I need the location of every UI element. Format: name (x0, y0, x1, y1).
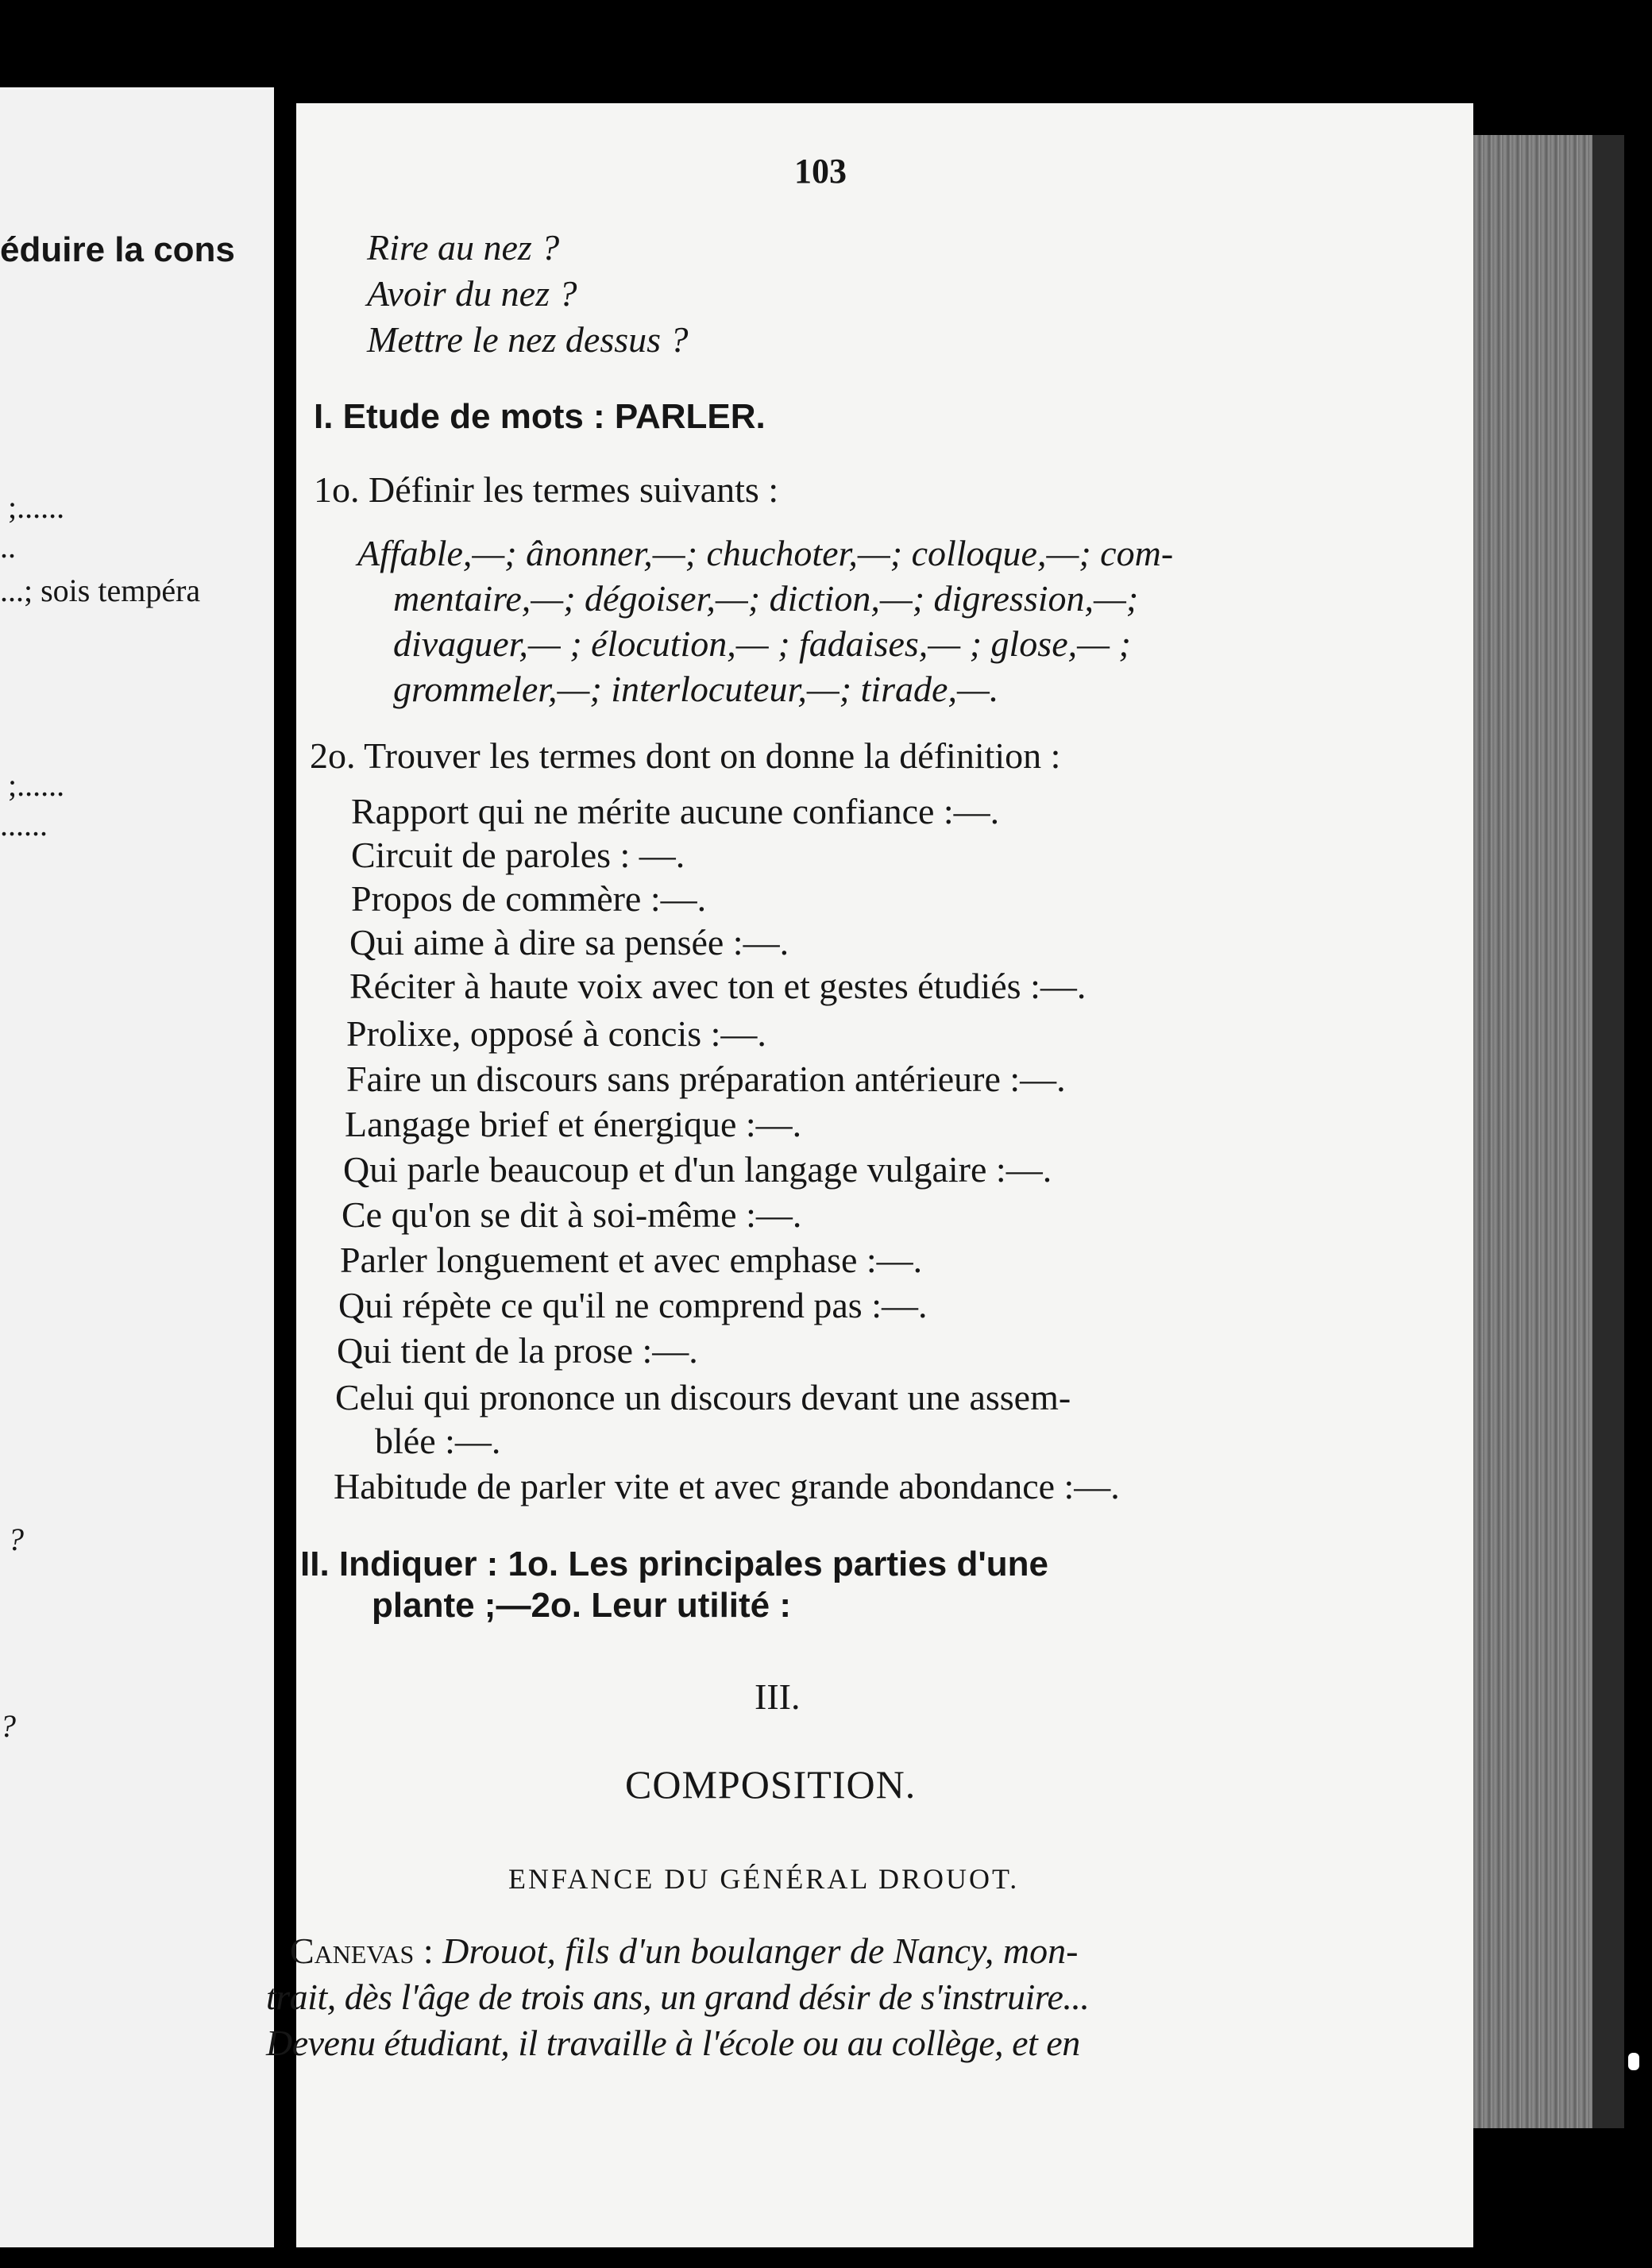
left-page-line: .. (0, 529, 16, 565)
canevas-line: Devenu étudiant, il travaille à l'école ou au collège, et en (266, 2023, 1080, 2063)
definition-item: Circuit de paroles : —. (351, 835, 685, 875)
left-page-line: ? (8, 1522, 24, 1557)
example-line: Avoir du nez ? (367, 273, 577, 314)
definition-item: Qui répète ce qu'il ne comprend pas :—. (338, 1285, 928, 1325)
definition-item: Habitude de parler vite et avec grande abondance :—. (334, 1466, 1120, 1506)
section-heading: I. Etude de mots : PARLER. (314, 397, 766, 436)
left-page-line: ...... (0, 807, 48, 843)
example-line: Rire au nez ? (367, 227, 560, 268)
composition-subtitle: ENFANCE DU GÉNÉRAL DROUOT. (508, 1863, 1020, 1895)
left-page-line: ;...... (8, 767, 65, 803)
section-numeral: III. (755, 1676, 801, 1717)
composition-title: COMPOSITION. (625, 1762, 917, 1807)
term-list-line: mentaire,—; dégoiser,—; diction,—; digression,—; (393, 578, 1139, 619)
section-heading: II. Indiquer : 1o. Les principales parties d'une (300, 1545, 1049, 1583)
scan-speck (1628, 2053, 1639, 2070)
page-number: 103 (794, 152, 847, 191)
canevas-line: trait, dès l'âge de trois ans, un grand désir de s'instruire... (266, 1977, 1090, 2017)
definition-item: Propos de commère :—. (351, 878, 707, 919)
canevas-line (290, 1930, 1078, 1972)
definition-item: Rapport qui ne mérite aucune confiance :—. (351, 791, 1000, 831)
definition-item: Qui aime à dire sa pensée :—. (349, 922, 789, 962)
left-page-fragment (0, 87, 274, 2247)
section-heading-continuation: plante ;—2o. Leur utilité : (372, 1586, 792, 1625)
definition-item: Langage brief et énergique :—. (345, 1104, 802, 1144)
example-line: Mettre le nez dessus ? (367, 319, 689, 360)
canevas-label: Canevas : (290, 1930, 434, 1971)
left-page-line: ? (0, 1708, 16, 1744)
definition-item: Celui qui prononce un discours devant une assem- (335, 1377, 1071, 1418)
left-page-line: ;...... (8, 489, 65, 525)
definition-item: Ce qu'on se dit à soi-même :—. (342, 1194, 802, 1235)
left-page-line: ...; sois tempéra (0, 573, 201, 608)
definition-item: Prolixe, opposé à concis :—. (346, 1013, 766, 1054)
book-cover-edge (1592, 135, 1624, 2128)
definition-item: blée :—. (375, 1421, 501, 1461)
definition-item: Faire un discours sans préparation antérieure :—. (346, 1059, 1066, 1099)
book-gutter (274, 87, 296, 2247)
exercise-label: 2o. Trouver les termes dont on donne la définition : (310, 735, 1061, 776)
exercise-label: 1o. Définir les termes suivants : (314, 469, 779, 510)
term-list-line: grommeler,—; interlocuteur,—; tirade,—. (393, 669, 999, 709)
left-page-line: éduire la cons (0, 230, 235, 269)
canevas-text: Drouot, fils d'un boulanger de Nancy, mon- (442, 1930, 1079, 1971)
term-list-line: divaguer,— ; élocution,— ; fadaises,— ; glose,— ; (393, 623, 1131, 664)
definition-item: Qui parle beaucoup et d'un langage vulgaire :—. (343, 1149, 1052, 1190)
definition-item: Parler longuement et avec emphase :—. (340, 1240, 923, 1280)
definition-item: Qui tient de la prose :—. (337, 1330, 698, 1371)
page-edges (1473, 135, 1592, 2128)
definition-item: Réciter à haute voix avec ton et gestes étudiés :—. (349, 966, 1087, 1006)
term-list-line: Affable,—; ânonner,—; chuchoter,—; colloque,—; com- (357, 533, 1174, 573)
